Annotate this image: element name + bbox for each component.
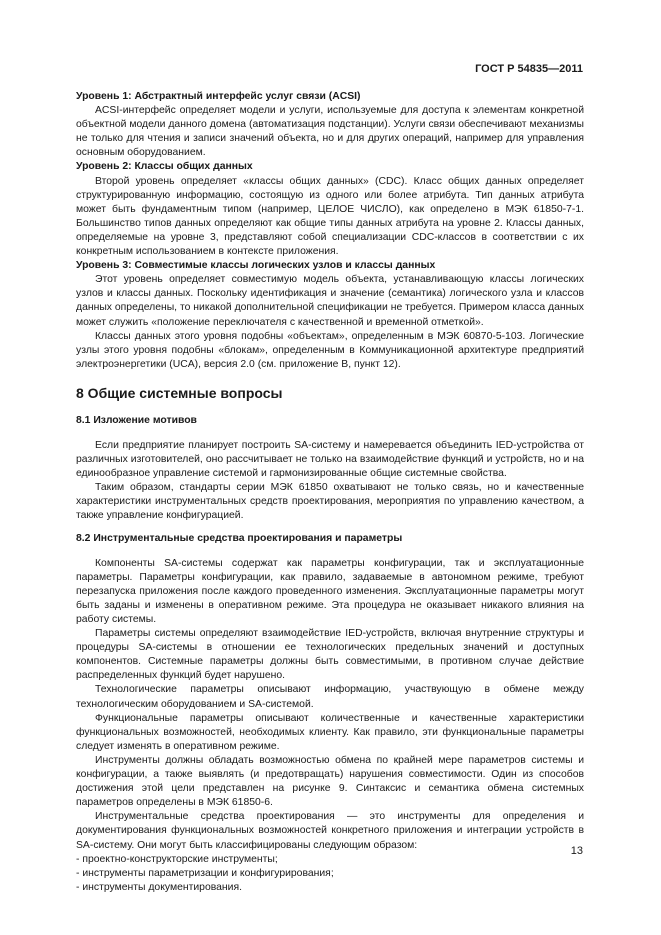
level-2-title: Уровень 2: Классы общих данных [76, 161, 253, 173]
document-body [76, 90, 584, 895]
list-item: - инструменты документирования. [76, 881, 242, 893]
tools-list [76, 853, 584, 895]
document-code: ГОСТ Р 54835—2011 [475, 63, 583, 75]
section-8-1-paragraph: Если предприятие планирует построить SA-систему и намеревается объединить IED-устройства от различных изготовителей, оно рассчитывает не только на взаимодействие функций и устройств, но и на единообразное управление системой и гармонизированные общие системные свойства. [76, 439, 584, 480]
section-8-2-paragraph: Инструментальные средства проектирования — это инструменты для определения и документирования функциональных возможностей конкретного приложения и интеграции устройств в SA-систему. Они могут быть классифицированы следующим образом: [76, 811, 584, 851]
section-8-1-paragraph: Таким образом, стандарты серии МЭК 61850 охватывают не только связь, но и качественные характеристики инструментальных средств проектирования, мероприятия по управлению качеством, а также управление конфигурацией. [76, 482, 584, 522]
section-8-2-paragraph: Технологические параметры описывают информацию, участвующую в обмене между технологическим оборудованием и SA-системой. [76, 684, 584, 710]
list-item: - проектно-конструкторские инструменты; [76, 853, 278, 865]
section-8-2-heading: 8.2 Инструментальные средства проектирования и параметры [76, 532, 403, 544]
level-3-paragraph: Классы данных этого уровня подобны «объектам», определенным в МЭК 60870-5-103. Логические узлы этого уровня подобны «блокам», определенным в Коммуникационной архитектуре предприятий электроэнергетики (UCA), версия 2.0 (см. приложение В, пункт 12). [76, 330, 584, 370]
level-3-paragraph: Этот уровень определяет совместимую модель объекта, устанавливающую классы логических узлов и классы данных. Поскольку идентификация и значение (семантика) логического узла и классов данных определены, то никакой дополнительной спецификации не требуется. Примером класса данных может служить «положение переключателя с качественной и временной отметкой». [76, 274, 584, 328]
section-8-2-paragraph: Компоненты SA-системы содержат как параметры конфигурации, так и эксплуатационные параметры. Параметры конфигурации, как правило, задаваемые в автономном режиме, требуют перезапуска приложения после каждого проведенного изменения. Эксплуатационные параметры могут быть заданы и изменены в оперативном режиме. Эта процедура не оказывает никакого влияния на работу системы. [76, 557, 584, 625]
list-item: - инструменты параметризации и конфигурирования; [76, 867, 334, 879]
section-8-heading: 8 Общие системные вопросы [76, 384, 283, 401]
level-3-title: Уровень 3: Совместимые классы логических узлов и классы данных [76, 260, 436, 272]
section-8-2-paragraph: Инструменты должны обладать возможностью обмена по крайней мере параметров системы и конфигурации, а также выявлять (и предотвращать) нарушения совместимости. Один из способов достижения этой цели представлен на рисунке 9. Синтаксис и семантика обмена системных параметров определены в МЭК 61850-6. [76, 754, 584, 809]
section-8-1-heading: 8.1 Изложение мотивов [76, 414, 197, 426]
level-1-title: Уровень 1: Абстрактный интерфейс услуг связи (ACSI) [76, 91, 361, 102]
section-8-2-paragraph: Параметры системы определяют взаимодействие IED-устройств, включая внутренние структуры и процедуры SA-системы в отношении ее технологических предельных значений и доступных компонентов. Системные параметры должны быть совместимыми, в противном случае действие распределенных функций будет нарушено. [76, 628, 584, 682]
level-2-paragraph: Второй уровень определяет «классы общих данных» (CDC). Класс общих данных определяет структурированную информацию, состоящую из одного или более атрибута. Тип данных атрибута может быть фундаментным типом (например, ЦЕЛОЕ ЧИСЛО), как определено в МЭК 61850-7-1. Большинство типов данных определяют как общие типы данных атрибута на уровне 2. Классы данных, определяемые на уровне 3, представляют собой специализации CDC-классов в соответствии с их конкретным использованием в контексте приложения. [76, 175, 584, 258]
page-number: 13 [570, 845, 583, 857]
level-1-paragraph: ACSI-интерфейс определяет модели и услуги, используемые для доступа к элементам конкретной объектной модели данного домена (автоматизация подстанции). Услуги связи обеспечивают механизмы не только для чтения и записи значений объекта, но и для других операций, например для управления основным оборудованием. [76, 105, 584, 159]
section-8-2-paragraph: Функциональные параметры описывают количественные и качественные характеристики функциональных возможностей, необходимых клиенту. Как правило, эти функциональные параметры следует изменять в оперативном режиме. [76, 712, 584, 752]
